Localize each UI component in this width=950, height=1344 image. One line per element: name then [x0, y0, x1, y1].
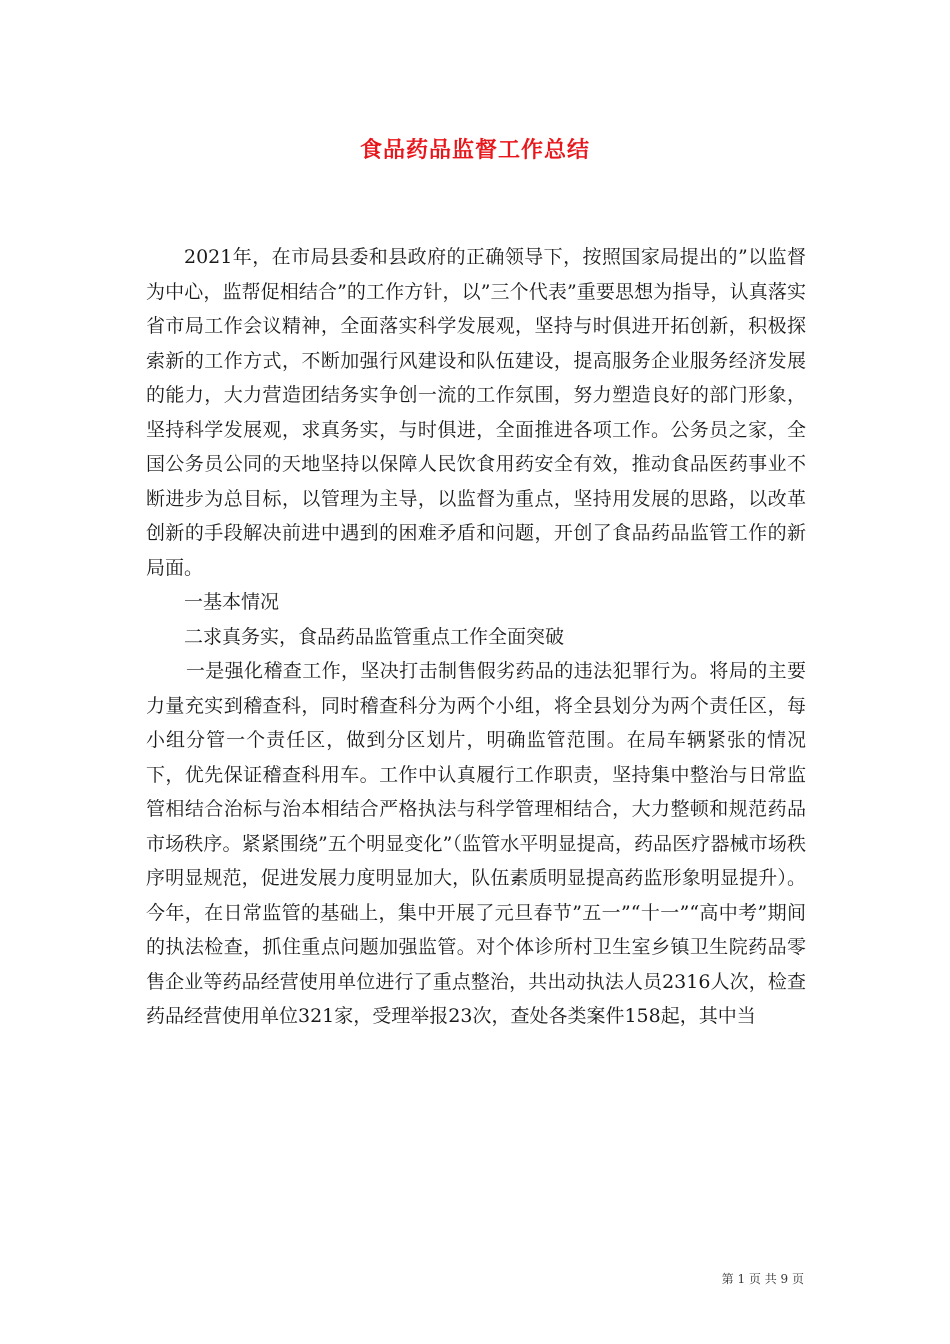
paragraph-intro: 2021年，在市局县委和县政府的正确领导下，按照国家局提出的”以监督为中心，监帮促相结合”的工作方针，以”三个代表”重要思想为指导，认真落实省市局工作会议精神，全面落实科学发展观，坚持与时俱进开拓创新，积极探索新的工作方式，不断加强行风建设和队伍建设，提高服务企业服务经济发展的能力，大力营造团结务实争创一流的工作氛围，努力塑造良好的部门形象，坚持科学发展观，求真务实，与时俱进，全面推进各项工作。公务员之家，全国公务员公同的天地坚持以保障人民饮食用药安全有效，推动食品医药事业不断进步为总目标，以管理为主导，以监督为重点，坚持用发展的思路，以改革创新的手段解决前进中遇到的困难矛盾和问题，开创了食品药品监管工作的新局面。: [146, 246, 806, 579]
document-body: [146, 240, 806, 1034]
paragraph-inspection: 一是强化稽查工作，坚决打击制售假劣药品的违法犯罪行为。将局的主要力量充实到稽查科，同时稽查科分为两个小组，将全县划分为两个责任区，每小组分管一个责任区，做到分区划片，明确监管范围。在局车辆紧张的情况下，优先保证稽查科用车。工作中认真履行工作职责，坚持集中整治与日常监管相结合治标与治本相结合严格执法与科学管理相结合，大力整顿和规范药品市场秩序。紧紧围绕”五个明显变化”（监管水平明显提高，药品医疗器械市场秩序明显规范，促进发展力度明显加大，队伍素质明显提高药监形象明显提升）。今年，在日常监管的基础上，集中开展了元旦春节”五一”“十一”“高中考”期间的执法检查，抓住重点问题加强监管。对个体诊所村卫生室乡镇卫生院药品零售企业等药品经营使用单位进行了重点整治，共出动执法人员2316人次，检查药品经营使用单位321家，受理举报23次，查处各类案件158起，其中当: [146, 660, 806, 1027]
section-heading-key-work: 二求真务实，食品药品监管重点工作全面突破: [184, 625, 565, 648]
document-title: 食品药品监督工作总结: [359, 137, 590, 163]
section-heading-basic: 一基本情况: [184, 591, 280, 613]
page-number: 第 1 页 共 9 页: [721, 1272, 804, 1286]
